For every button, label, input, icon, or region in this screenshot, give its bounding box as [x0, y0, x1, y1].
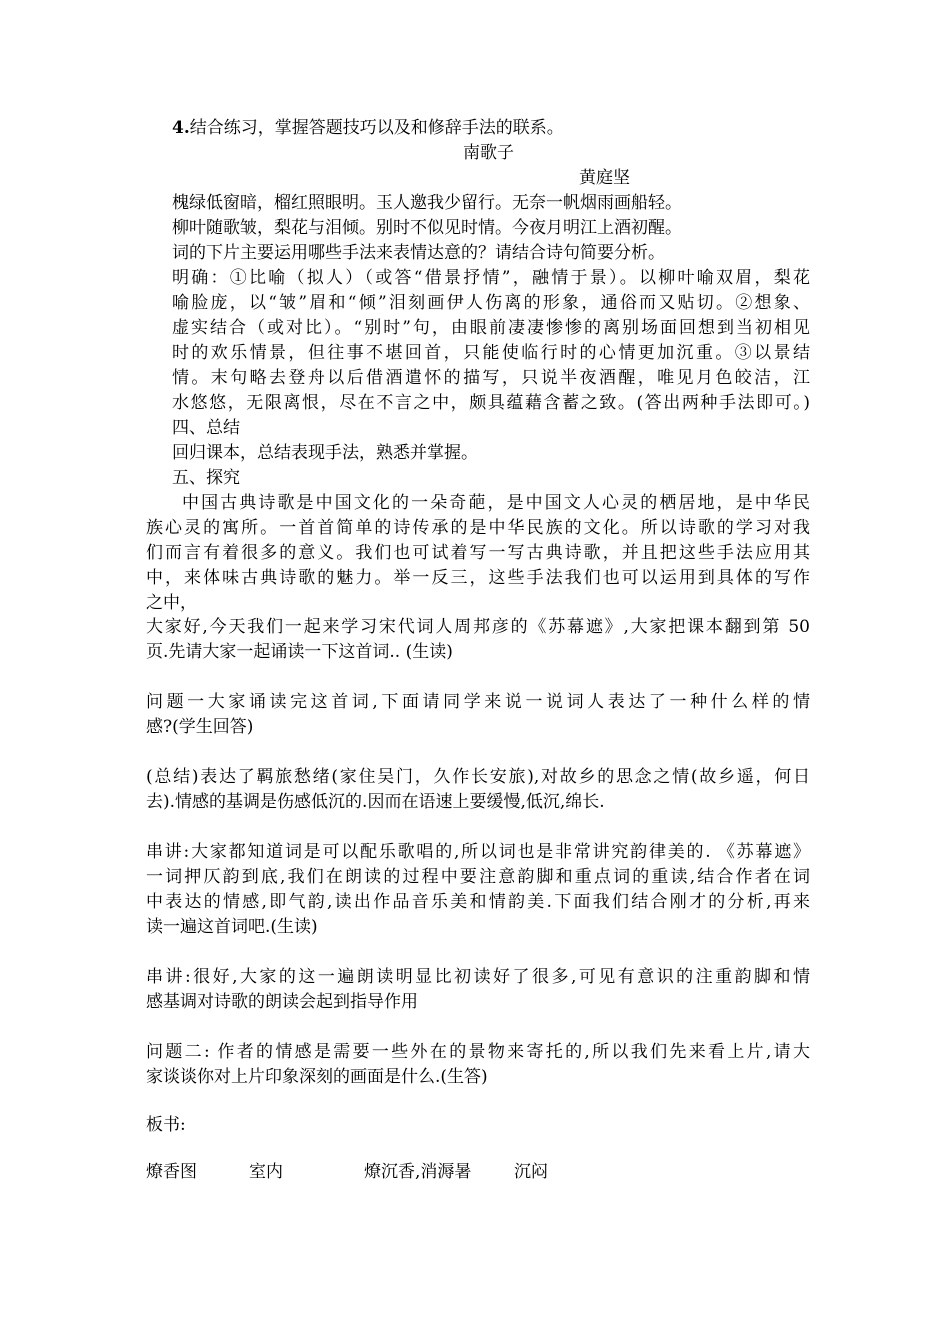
- explore-line: 族心灵的寓所。一首首简单的诗传承的是中华民族的文化。所以诗歌的学习对我: [146, 518, 810, 538]
- section-number: 4.: [172, 118, 190, 138]
- blackboard-cell: 燎沉香,消溽暑: [364, 1162, 472, 1182]
- explore-line: 之中，: [146, 593, 197, 613]
- answer-line: 时的欢乐情景，但往事不堪回首，只能使临行时的心情更加沉重。③以景结: [172, 343, 810, 363]
- question-2-line: 家谈谈你对上片印象深刻的画面是什么.(生答): [146, 1067, 488, 1087]
- answer-line: 明确：①比喻（拟人）（或答“借景抒情”，融情于景）。以柳叶喻双眉，梨花: [172, 268, 810, 288]
- question-2-line: 问题二: 作者的情感是需要一些外在的景物来寄托的,所以我们先来看上片,请大: [146, 1042, 810, 1062]
- question-text: 词的下片主要运用哪些手法来表情达意的？请结合诗句简要分析。: [172, 243, 665, 263]
- poem-title: 南歌子: [463, 143, 514, 163]
- summary-text: 回归课本，总结表现手法，熟悉并掌握。: [172, 443, 478, 463]
- answer-line: 虚实结合（或对比）。“别时”句，由眼前凄凄惨惨的离别场面回想到当初相见: [172, 318, 810, 338]
- poem-line-2: 柳叶随歌皱，梨花与泪倾。别时不似见时情。今夜月明江上酒初醒。: [172, 218, 682, 238]
- blackboard-label: 板书:: [146, 1115, 186, 1135]
- explanation-1-line: 一词押仄韵到底,我们在朗读的过程中要注意韵脚和重点词的重读,结合作者在词: [146, 867, 810, 887]
- explore-line: 们而言有着很多的意义。我们也可试着写一写古典诗歌，并且把这些手法应用其: [146, 543, 810, 563]
- explore-line: 中，来体味古典诗歌的魅力。举一反三，这些手法我们也可以运用到具体的写作: [146, 568, 810, 588]
- answer-line: 情。末句略去登舟以后借酒遣怀的描写，只说半夜酒醒，唯见月色皎洁，江: [172, 368, 810, 388]
- section-4-heading: [172, 116, 564, 140]
- answer-line: 水悠悠，无限离恨，尽在不言之中，颇具蕴藉含蓄之致。(答出两种手法即可。): [172, 393, 810, 413]
- section-text: 结合练习，掌握答题技巧以及和修辞手法的联系。: [189, 118, 564, 138]
- blackboard-cell: 燎香图: [146, 1162, 197, 1182]
- blackboard-cell: 沉闷: [514, 1162, 548, 1182]
- summary-1-line: 去).情感的基调是伤感低沉的.因而在语速上要缓慢,低沉,绵长.: [146, 792, 605, 812]
- question-1-line: 感?(学生回答): [146, 717, 254, 737]
- explore-heading: 五、探究: [172, 468, 240, 488]
- explanation-2-line: 感基调对诗歌的朗读会起到指导作用: [146, 992, 418, 1012]
- poem-line-1: 槐绿低窗暗，榴红照眼明。玉人邀我少留行。无奈一帆烟雨画船轻。: [172, 193, 682, 213]
- blackboard-cell: 室内: [249, 1162, 283, 1182]
- explore-line: 中国古典诗歌是中国文化的一朵奇葩，是中国文人心灵的栖居地，是中华民: [182, 493, 810, 513]
- explanation-1-line: 中表达的情感,即气韵,读出作品音乐美和情韵美.下面我们结合刚才的分析,再来: [146, 892, 810, 912]
- poem-author: 黄庭坚: [579, 168, 630, 188]
- intro-line: 页.先请大家一起诵读一下这首词.. (生读): [146, 642, 453, 662]
- question-1-line: 问题一大家诵读完这首词,下面请同学来说一说词人表达了一种什么样的情: [146, 692, 810, 712]
- explanation-2-line: 串讲:很好,大家的这一遍朗读明显比初读好了很多,可见有意识的注重韵脚和情: [146, 967, 810, 987]
- summary-1-line: (总结)表达了羁旅愁绪(家住吴门，久作长安旅),对故乡的思念之情(故乡遥，何日: [146, 767, 810, 787]
- answer-line: 喻脸庞，以“皱”眉和“倾”泪刻画伊人伤离的形象，通俗而又贴切。②想象、: [172, 293, 810, 313]
- summary-heading: 四、总结: [172, 418, 240, 438]
- explanation-1-line: 串讲:大家都知道词是可以配乐歌唱的,所以词也是非常讲究韵律美的. 《苏幕遮》: [146, 842, 810, 862]
- explanation-1-line: 读一遍这首词吧.(生读): [146, 917, 318, 937]
- intro-line: 大家好,今天我们一起来学习宋代词人周邦彦的《苏幕遮》,大家把课本翻到第 50: [146, 617, 810, 637]
